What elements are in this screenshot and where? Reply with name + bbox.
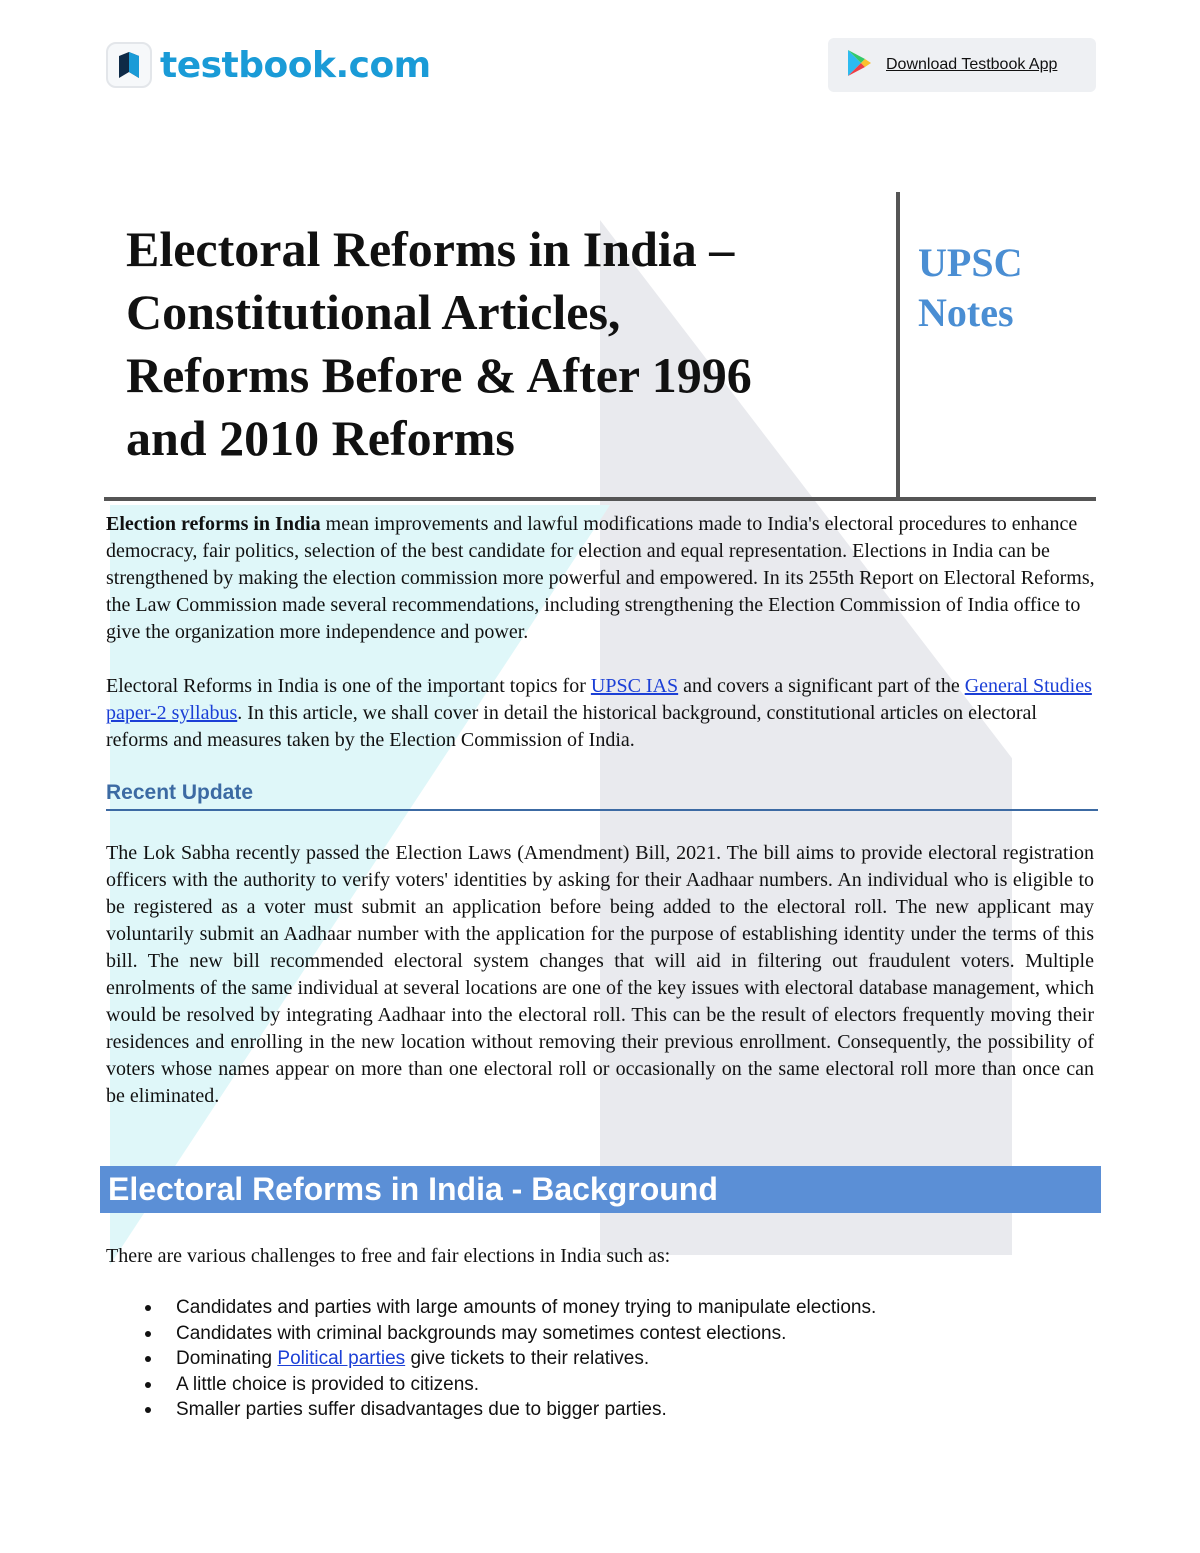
list-item: Smaller parties suffer disadvantages due to bigger parties. xyxy=(176,1397,1076,1423)
title-horizontal-divider xyxy=(104,497,1096,501)
upsc-ias-link[interactable]: UPSC IAS xyxy=(590,675,679,697)
google-play-icon xyxy=(846,49,872,82)
intro-lead-bold: Election reforms in India xyxy=(106,513,321,535)
background-heading-text: Electoral Reforms in India - Background xyxy=(108,1171,718,1207)
list-item-text: give tickets to their relatives. xyxy=(405,1348,650,1369)
intro-text: . In this article, we shall cover in detail the historical background, constitutional articles on electoral reforms and measures taken by the Election Commission of India. xyxy=(106,702,1037,751)
logo-text: testbook.com xyxy=(160,44,431,86)
title-line: Constitutional Articles, xyxy=(126,284,621,340)
title-vertical-divider xyxy=(896,192,900,498)
testbook-logo[interactable] xyxy=(106,42,431,88)
political-parties-link[interactable]: Political parties xyxy=(277,1348,406,1369)
download-app-label: Download Testbook App xyxy=(886,56,1058,73)
badge-line: Notes xyxy=(918,290,1014,335)
list-item: Candidates and parties with large amounts of money trying to manipulate elections. xyxy=(176,1295,1076,1321)
intro-text: Electoral Reforms in India is one of the important topics for xyxy=(106,675,591,697)
background-section-heading xyxy=(100,1166,1101,1213)
background-intro: There are various challenges to free and fair elections in India such as: xyxy=(106,1245,671,1267)
recent-update-paragraph: The Lok Sabha recently passed the Election Laws (Amendment) Bill, 2021. The bill aims to provide electoral registration officers with the authority to verify voters' identities by asking for their Aadhaar numbers. An individual who is eligible to be registered as a voter must submit an application before being added to the electoral roll. The new applicant may voluntarily submit an Aadhaar number with the application for the purpose of establishing identity under the terms of this bill. The new bill recommended electoral system changes that will aid in filtering out fraudulent voters. Multiple enrolments of the same individual at several locations are one of the key issues with electoral database management, which would be resolved by integrating Aadhaar into the electoral roll. This can be the result of electors frequently moving their residences and enrolling in the new location without removing their previous enrollment. Consequently, the possibility of voters whose names appear on more than one electoral roll or occasionally on the same electoral roll more than once can be eliminated. xyxy=(106,842,1094,1107)
intro-paragraph xyxy=(106,511,1096,646)
list-item xyxy=(176,1346,1076,1372)
title-line: Electoral Reforms in India – xyxy=(126,221,735,277)
list-item-text: Dominating xyxy=(176,1348,278,1369)
recent-update-underline xyxy=(106,809,1098,811)
intro-lead-text: mean improvements and lawful modifications made to India's electoral procedures to enhance democracy, fair politics, selection of the best candidate for election and equal representation. Elections in India can be strengthened by making the election commission more powerful and empowered. In its 255th Report on Electoral Reforms, the Law Commission made several recommendations, including strengthening the Election Commission of India office to give the organization more independence and power. xyxy=(106,513,1095,643)
title-line: and 2010 Reforms xyxy=(126,410,515,466)
page-title xyxy=(126,218,866,470)
list-item: A little choice is provided to citizens. xyxy=(176,1372,1076,1398)
title-line: Reforms Before & After 1996 xyxy=(126,347,752,403)
upsc-notes-badge xyxy=(918,238,1022,338)
recent-update-heading: Recent Update xyxy=(106,781,254,804)
list-item: Candidates with criminal backgrounds may sometimes contest elections. xyxy=(176,1321,1076,1347)
gs-paper-2-link[interactable]: General Studies paper-2 syllabus xyxy=(106,675,1092,724)
download-app-button[interactable] xyxy=(828,38,1096,92)
testbook-logo-icon xyxy=(106,42,152,88)
challenges-list xyxy=(176,1295,1076,1423)
badge-line: UPSC xyxy=(918,240,1023,285)
intro-text: and covers a significant part of the xyxy=(678,675,965,697)
intro-paragraph-2 xyxy=(106,673,1096,754)
